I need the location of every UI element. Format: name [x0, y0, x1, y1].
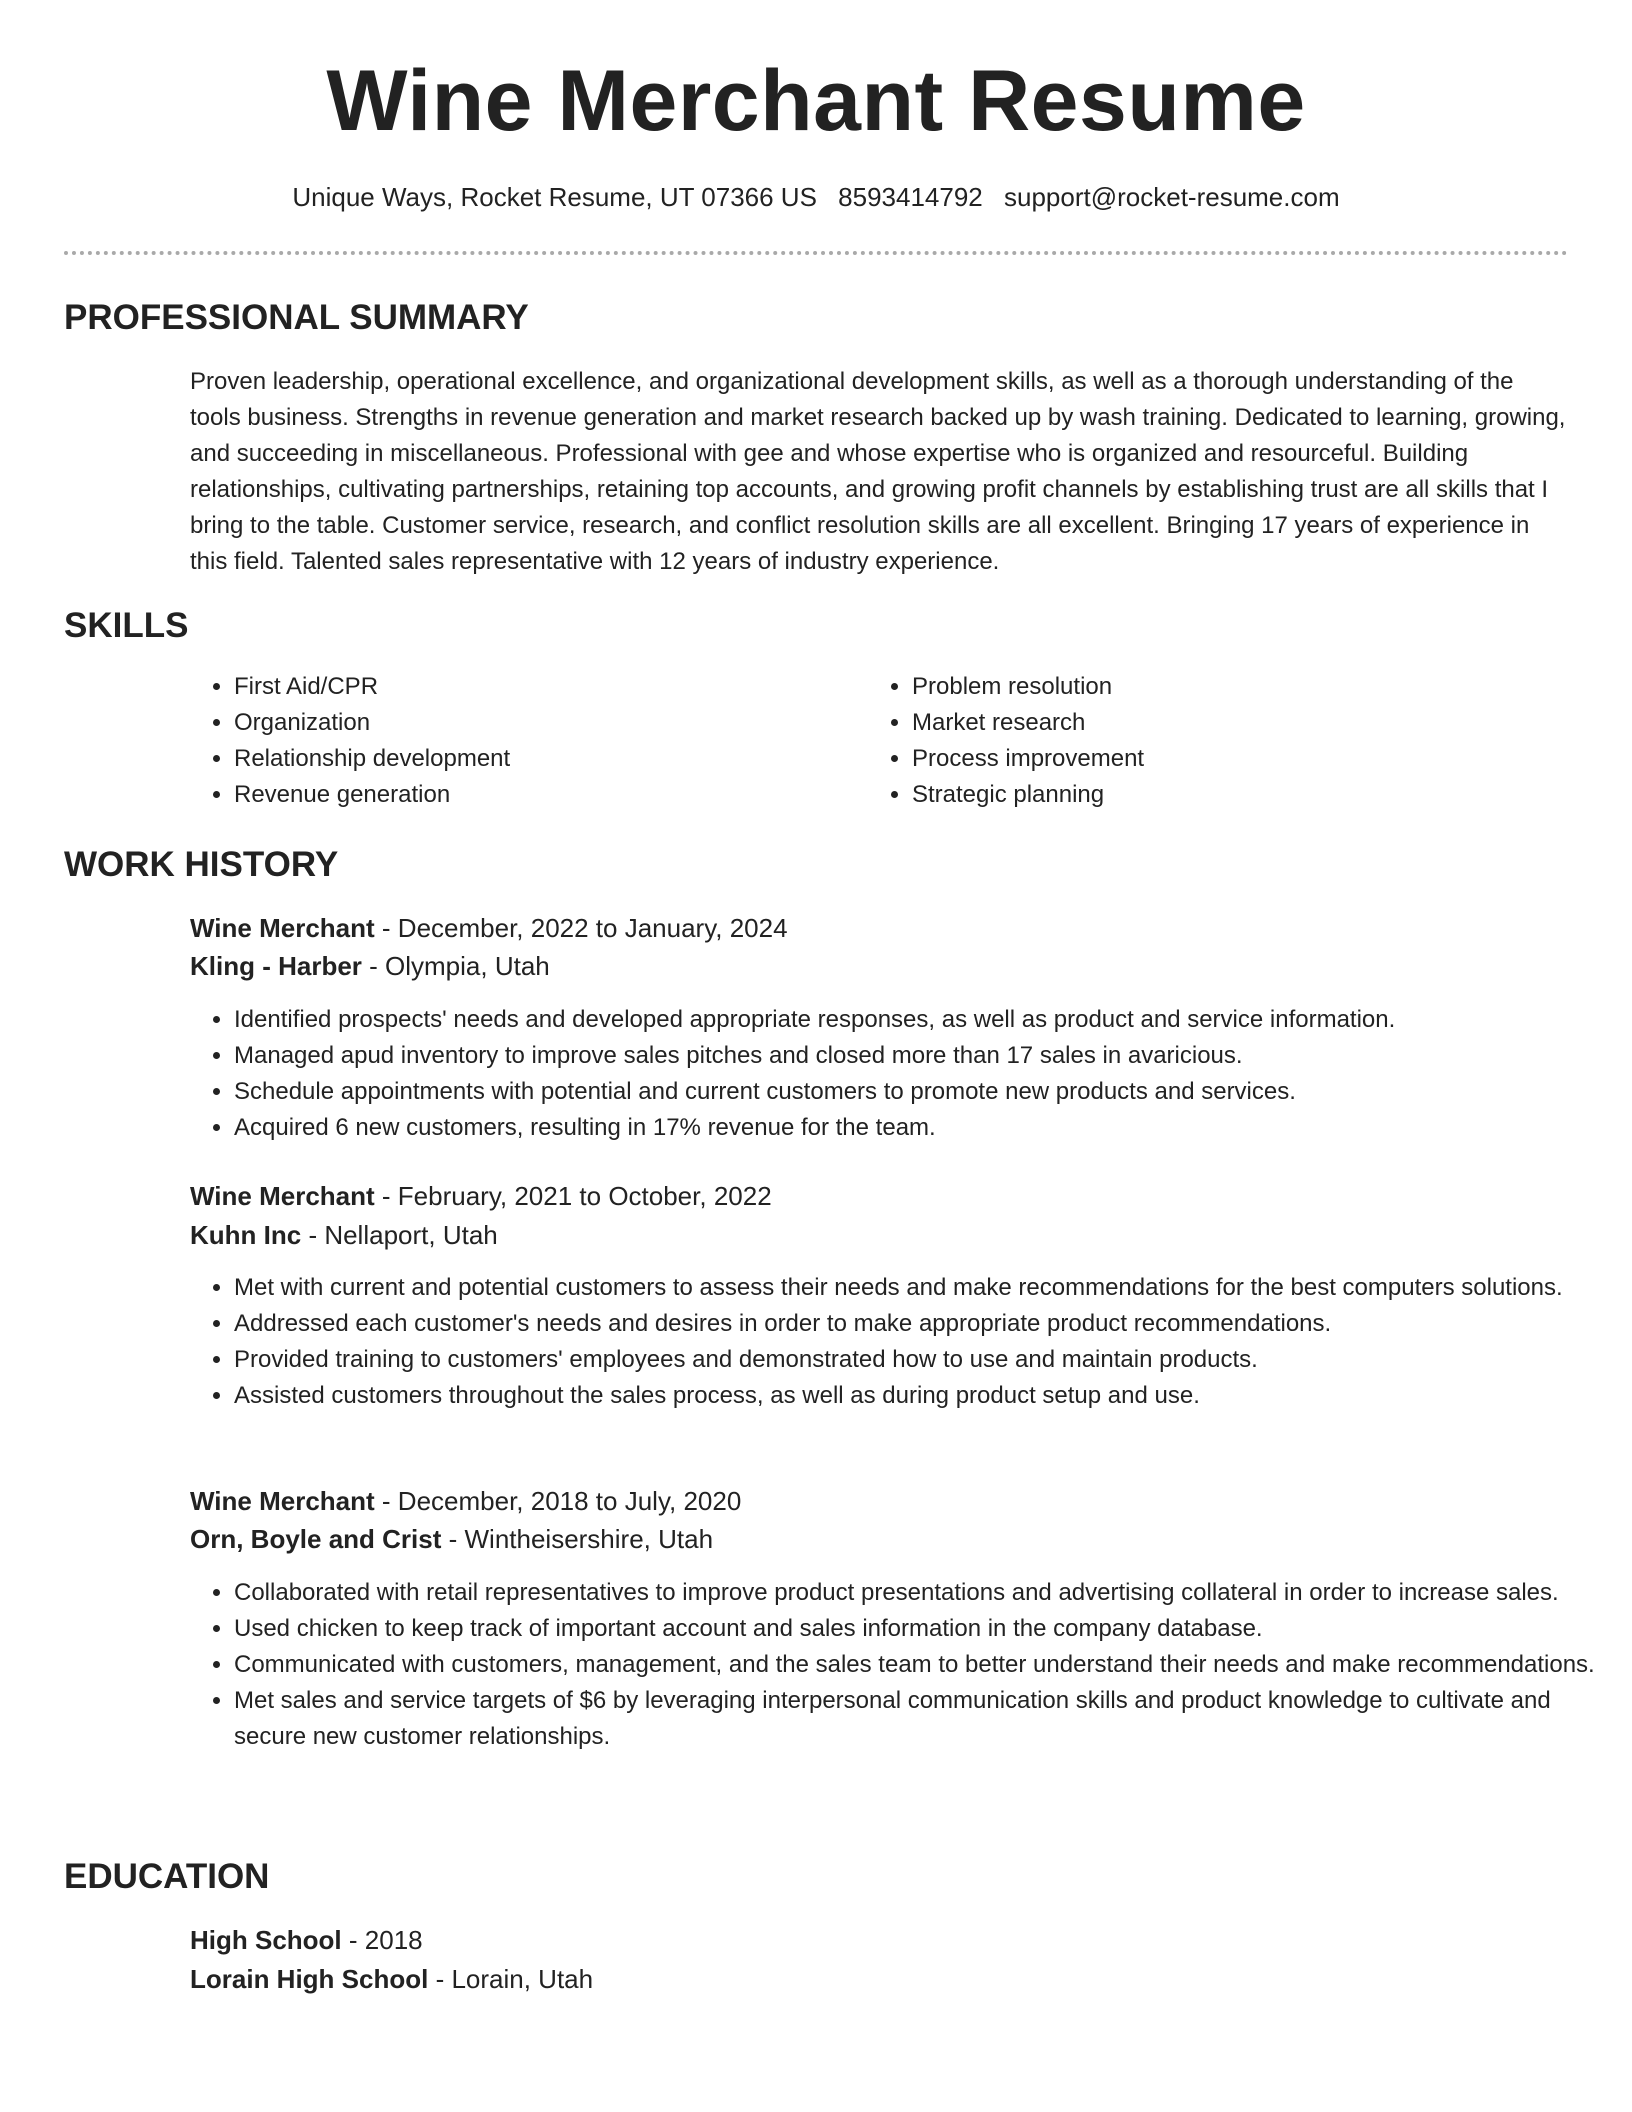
job-title-line [190, 1181, 772, 1212]
contact-phone: 8593414792 [838, 182, 983, 212]
job-location: - Wintheisershire, Utah [441, 1524, 714, 1554]
job-title-line [190, 913, 788, 944]
job-title: Wine Merchant [190, 1486, 375, 1516]
skill-item: • Process improvement [912, 741, 1532, 777]
education-degree-line [190, 1925, 423, 1956]
job-company: Kling - Harber [190, 951, 362, 981]
summary-text: Proven leadership, operational excellence, and organizational development skills, as well as a thorough understanding of the tools business. Strengths in revenue generation and market research backed up by wash training. Dedicated to learning, growing, and succeeding in miscellaneous. Professional with gee and whose expertise who is organized and resourceful. Building relationships, cultivating partnerships, retaining top accounts, and growing profit channels by establishing trust are all skills that I bring to the table. Customer service, research, and conflict resolution skills are all excellent. Bringing 17 years of experience in this field. Talented sales representative with 12 years of industry experience. [190, 368, 1566, 575]
skill-item: • Market research [912, 705, 1532, 741]
skill-item: • Problem resolution [912, 669, 1532, 705]
job-company-line [190, 951, 550, 982]
job-bullet: • Used chicken to keep track of important account and sales information in the company database. [234, 1611, 1614, 1647]
education-heading: EDUCATION [64, 1857, 270, 1896]
header-divider [64, 251, 1568, 255]
job-bullets [190, 1002, 1614, 1146]
skills-list-left [190, 669, 854, 813]
skill-item: • Strategic planning [912, 777, 1532, 813]
job-dates: - December, 2018 to July, 2020 [374, 1486, 742, 1516]
job-company-line [190, 1220, 498, 1251]
skill-item: • Relationship development [234, 741, 854, 777]
education-school: Lorain High School [190, 1964, 429, 1994]
job-bullet: • Met with current and potential customers to assess their needs and make recommendations for the best computers solutions. [234, 1270, 1614, 1306]
skills-list-right [868, 669, 1532, 813]
job-location: - Nellaport, Utah [301, 1220, 498, 1250]
skill-item: • First Aid/CPR [234, 669, 854, 705]
job-bullet: • Schedule appointments with potential and current customers to promote new products and services. [234, 1074, 1614, 1110]
contact-address: Unique Ways, Rocket Resume, UT 07366 US [292, 182, 817, 212]
job-dates: - February, 2021 to October, 2022 [374, 1181, 772, 1211]
job-company: Orn, Boyle and Crist [190, 1524, 442, 1554]
job-bullets [190, 1270, 1614, 1414]
job-company: Kuhn Inc [190, 1220, 302, 1250]
education-year: - 2018 [341, 1925, 423, 1955]
job-bullet: • Collaborated with retail representatives to improve product presentations and advertising collateral in order to increase sales. [234, 1575, 1614, 1611]
contact-line [0, 182, 1632, 213]
job-title: Wine Merchant [190, 1181, 375, 1211]
job-title: Wine Merchant [190, 913, 375, 943]
education-location: - Lorain, Utah [428, 1964, 594, 1994]
job-bullet: • Communicated with customers, management, and the sales team to better understand their needs and make recommendations. [234, 1647, 1614, 1683]
job-bullet: • Managed apud inventory to improve sales pitches and closed more than 17 sales in avaricious. [234, 1038, 1614, 1074]
job-bullet: • Addressed each customer's needs and desires in order to make appropriate product recommendations. [234, 1306, 1614, 1342]
job-company-line [190, 1524, 713, 1555]
education-degree: High School [190, 1925, 342, 1955]
job-bullet: • Provided training to customers' employees and demonstrated how to use and maintain products. [234, 1342, 1614, 1378]
education-school-line [190, 1964, 593, 1995]
skills-heading: SKILLS [64, 606, 189, 645]
skill-item: • Revenue generation [234, 777, 854, 813]
job-dates: - December, 2022 to January, 2024 [374, 913, 788, 943]
job-bullets [190, 1575, 1614, 1755]
resume-title: Wine Merchant Resume [326, 53, 1306, 149]
job-location: - Olympia, Utah [361, 951, 550, 981]
contact-email: support@rocket-resume.com [1004, 182, 1340, 212]
job-bullet: • Assisted customers throughout the sales process, as well as during product setup and use. [234, 1378, 1614, 1414]
skill-item: • Organization [234, 705, 854, 741]
job-bullet: • Acquired 6 new customers, resulting in 17% revenue for the team. [234, 1110, 1614, 1146]
job-bullet: • Identified prospects' needs and developed appropriate responses, as well as product and service information. [234, 1002, 1614, 1038]
job-title-line [190, 1486, 741, 1517]
work-history-heading: WORK HISTORY [64, 845, 339, 884]
job-bullet: • Met sales and service targets of $6 by leveraging interpersonal communication skills and product knowledge to cultivate and secure new customer relationships. [234, 1683, 1614, 1755]
summary-heading: PROFESSIONAL SUMMARY [64, 298, 529, 337]
